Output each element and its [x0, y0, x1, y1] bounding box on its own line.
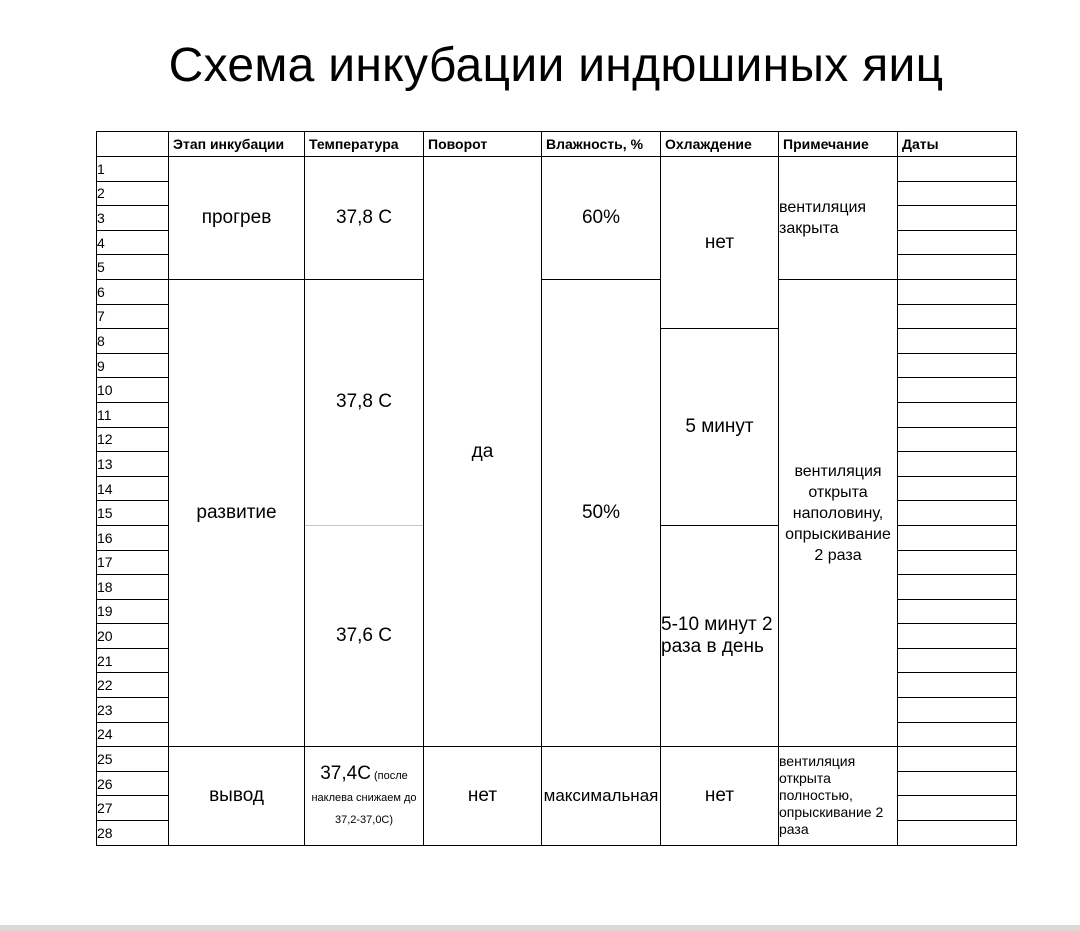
- date-cell[interactable]: [898, 747, 1017, 772]
- temp-hatch-note: (после наклева снижаем до 37,2-37,0С): [311, 769, 417, 826]
- day-number: 22: [97, 673, 169, 698]
- header-humidity: Влажность, %: [542, 132, 661, 157]
- humidity-hatch: максимальная: [542, 747, 661, 845]
- day-number: 5: [97, 255, 169, 280]
- day-number: 3: [97, 206, 169, 231]
- date-cell[interactable]: [898, 427, 1017, 452]
- incubation-table: [96, 131, 1017, 846]
- page-title: Схема инкубации индюшиных яиц: [168, 39, 944, 92]
- day-number: 10: [97, 378, 169, 403]
- date-cell[interactable]: [898, 378, 1017, 403]
- note-warmup: вентиляция закрыта: [779, 157, 898, 280]
- day-number: 11: [97, 402, 169, 427]
- date-cell[interactable]: [898, 157, 1017, 182]
- day-number: 18: [97, 575, 169, 600]
- date-cell[interactable]: [898, 304, 1017, 329]
- day-number: 12: [97, 427, 169, 452]
- temp-development-late: 37,6 С: [305, 525, 424, 746]
- day-number: 9: [97, 353, 169, 378]
- temp-development-early: 37,8 С: [305, 279, 424, 525]
- header-day: [97, 132, 169, 157]
- header-note: Примечание: [779, 132, 898, 157]
- day-number: 23: [97, 698, 169, 723]
- day-number: 26: [97, 771, 169, 796]
- day-number: 2: [97, 181, 169, 206]
- bottom-divider: [0, 925, 1080, 931]
- turning-hatch: нет: [424, 747, 542, 845]
- date-cell[interactable]: [898, 206, 1017, 231]
- date-cell[interactable]: [898, 771, 1017, 796]
- day-number: 16: [97, 525, 169, 550]
- table-row: [97, 157, 1017, 182]
- day-number: 14: [97, 476, 169, 501]
- day-number: 27: [97, 796, 169, 821]
- header-turning: Поворот: [424, 132, 542, 157]
- temp-hatch: [305, 747, 424, 845]
- header-stage: Этап инкубации: [169, 132, 305, 157]
- stage-warmup: прогрев: [169, 157, 305, 280]
- date-cell[interactable]: [898, 181, 1017, 206]
- date-cell[interactable]: [898, 673, 1017, 698]
- table-row: [97, 279, 1017, 304]
- date-cell[interactable]: [898, 452, 1017, 477]
- cooling-hatch: нет: [661, 747, 779, 845]
- day-number: 28: [97, 821, 169, 846]
- note-development: вентиляция открыта наполовину, опрыскивание 2 раза: [779, 279, 898, 746]
- day-number: 19: [97, 599, 169, 624]
- day-number: 17: [97, 550, 169, 575]
- date-cell[interactable]: [898, 796, 1017, 821]
- date-cell[interactable]: [898, 575, 1017, 600]
- day-number: 13: [97, 452, 169, 477]
- header-dates: Даты: [898, 132, 1017, 157]
- date-cell[interactable]: [898, 525, 1017, 550]
- temp-warmup: 37,8 С: [305, 157, 424, 280]
- day-number: 25: [97, 747, 169, 772]
- date-cell[interactable]: [898, 550, 1017, 575]
- date-cell[interactable]: [898, 329, 1017, 354]
- stage-hatch: вывод: [169, 747, 305, 845]
- day-number: 6: [97, 279, 169, 304]
- date-cell[interactable]: [898, 255, 1017, 280]
- day-number: 4: [97, 230, 169, 255]
- day-number: 1: [97, 157, 169, 182]
- day-number: 21: [97, 648, 169, 673]
- date-cell[interactable]: [898, 698, 1017, 723]
- humidity-development: 50%: [542, 279, 661, 746]
- day-number: 7: [97, 304, 169, 329]
- date-cell[interactable]: [898, 476, 1017, 501]
- humidity-warmup: 60%: [542, 157, 661, 280]
- date-cell[interactable]: [898, 648, 1017, 673]
- stage-development: развитие: [169, 279, 305, 746]
- day-number: 20: [97, 624, 169, 649]
- turning-main: да: [424, 157, 542, 747]
- date-cell[interactable]: [898, 230, 1017, 255]
- header-row: [97, 132, 1017, 157]
- header-temperature: Температура: [305, 132, 424, 157]
- date-cell[interactable]: [898, 722, 1017, 747]
- date-cell[interactable]: [898, 279, 1017, 304]
- date-cell[interactable]: [898, 402, 1017, 427]
- date-cell[interactable]: [898, 501, 1017, 526]
- cooling-first: нет: [661, 157, 779, 329]
- day-number: 15: [97, 501, 169, 526]
- temp-hatch-value: 37,4С: [320, 762, 371, 784]
- header-cooling: Охлаждение: [661, 132, 779, 157]
- day-number: 8: [97, 329, 169, 354]
- date-cell[interactable]: [898, 821, 1017, 846]
- date-cell[interactable]: [898, 353, 1017, 378]
- day-number: 24: [97, 722, 169, 747]
- date-cell[interactable]: [898, 599, 1017, 624]
- cooling-third: 5-10 минут 2 раза в день: [661, 525, 779, 746]
- table-row: [97, 747, 1017, 772]
- cooling-second: 5 минут: [661, 329, 779, 526]
- note-hatch: вентиляция открыта полностью, опрыскивание 2 раза: [779, 747, 898, 845]
- date-cell[interactable]: [898, 624, 1017, 649]
